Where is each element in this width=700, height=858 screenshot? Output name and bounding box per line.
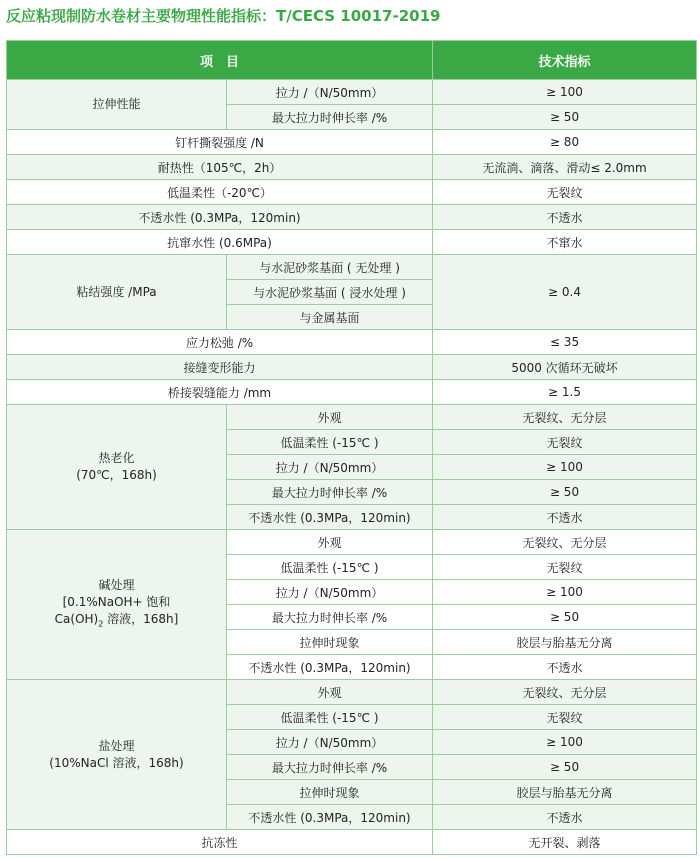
group-label-line: [0.1%NaOH+ 饱和 — [62, 594, 171, 609]
row-label: 抗冻性 — [7, 830, 433, 855]
sub-label: 最大拉力时伸长率 /% — [227, 105, 433, 130]
sub-label: 最大拉力时伸长率 /% — [227, 755, 433, 780]
group-label-line: 热老化 — [98, 451, 135, 465]
sub-label: 不透水性 (0.3MPa，120min) — [227, 655, 433, 680]
header-item: 项 目 — [7, 41, 433, 80]
spec-value: 无裂纹、无分层 — [433, 405, 697, 430]
spec-value: ≥ 50 — [433, 480, 697, 505]
page-title: 反应粘现制防水卷材主要物理性能指标：T/CECS 10017-2019 — [6, 7, 441, 25]
sub-label: 低温柔性 (-15℃ ) — [227, 430, 433, 455]
formula-tail: 溶液，168h] — [103, 611, 179, 626]
sub-label: 外观 — [227, 680, 433, 705]
sub-label: 低温柔性 (-15℃ ) — [227, 555, 433, 580]
sub-label: 与水泥砂浆基面 ( 无处理 ) — [227, 255, 433, 280]
spec-value: 无裂纹、无分层 — [433, 680, 697, 705]
row-label-heat-aging — [7, 405, 227, 530]
spec-value: 5000 次循环无破坏 — [433, 355, 697, 380]
row-label-salt — [7, 680, 227, 830]
sub-label: 外观 — [227, 405, 433, 430]
spec-value: 无流淌、滴落、滑动≤ 2.0mm — [433, 155, 697, 180]
spec-value: 无裂纹 — [433, 430, 697, 455]
sub-label: 拉伸时现象 — [227, 630, 433, 655]
row-label: 抗窜水性 (0.6MPa) — [7, 230, 433, 255]
spec-value: 无裂纹 — [433, 705, 697, 730]
formula-subscript: 2 — [98, 619, 104, 629]
spec-value: ≥ 50 — [433, 755, 697, 780]
spec-value: ≥ 1.5 — [433, 380, 697, 405]
spec-value: ≥ 0.4 — [433, 255, 697, 330]
spec-value: 不窜水 — [433, 230, 697, 255]
row-label-alkali — [7, 530, 227, 680]
sub-label: 拉伸时现象 — [227, 780, 433, 805]
spec-value: 不透水 — [433, 205, 697, 230]
table-row — [7, 405, 697, 430]
table-row — [7, 205, 697, 230]
table-row — [7, 330, 697, 355]
sub-label: 低温柔性 (-15℃ ) — [227, 705, 433, 730]
group-label-line: 盐处理 — [98, 738, 135, 753]
formula-text: Ca(OH) — [54, 611, 99, 626]
spec-value: 胶层与胎基无分离 — [433, 780, 697, 805]
table-row — [7, 355, 697, 380]
sub-label: 拉力 /（N/50mm） — [227, 730, 433, 755]
table-header-row — [7, 41, 697, 80]
sub-label: 不透水性 (0.3MPa，120min) — [227, 805, 433, 830]
sub-label: 不透水性 (0.3MPa，120min) — [227, 505, 433, 530]
sub-label: 拉力 /（N/50mm） — [227, 455, 433, 480]
group-label-line: 碱处理 — [98, 577, 135, 592]
spec-value: 不透水 — [433, 505, 697, 530]
spec-value: ≥ 50 — [433, 105, 697, 130]
sub-label: 与水泥砂浆基面 ( 浸水处理 ) — [227, 280, 433, 305]
group-label-line: (10%NaCl 溶液，168h) — [49, 755, 184, 770]
row-label-tensile: 拉伸性能 — [7, 80, 227, 130]
spec-value: ≤ 35 — [433, 330, 697, 355]
sub-label: 拉力 /（N/50mm） — [227, 80, 433, 105]
spec-value: 无裂纹 — [433, 180, 697, 205]
row-label-bond: 粘结强度 /MPa — [7, 255, 227, 330]
spec-value: 无开裂、剥落 — [433, 830, 697, 855]
spec-value: 不透水 — [433, 655, 697, 680]
table-row — [7, 530, 697, 555]
spec-value: 无裂纹、无分层 — [433, 530, 697, 555]
row-label: 低温柔性（-20℃） — [7, 180, 433, 205]
table-row — [7, 80, 697, 105]
row-label: 耐热性（105℃，2h） — [7, 155, 433, 180]
sub-label: 外观 — [227, 530, 433, 555]
table-row — [7, 155, 697, 180]
spec-value: 胶层与胎基无分离 — [433, 630, 697, 655]
properties-table — [6, 40, 697, 855]
spec-value: ≥ 80 — [433, 130, 697, 155]
row-label: 桥接裂缝能力 /mm — [7, 380, 433, 405]
sub-label: 最大拉力时伸长率 /% — [227, 605, 433, 630]
spec-value: ≥ 100 — [433, 730, 697, 755]
header-spec: 技术指标 — [433, 41, 697, 80]
table-row — [7, 230, 697, 255]
row-label: 接缝变形能力 — [7, 355, 433, 380]
spec-value: 不透水 — [433, 805, 697, 830]
table-row — [7, 180, 697, 205]
spec-value: ≥ 100 — [433, 80, 697, 105]
group-label-line — [9, 611, 224, 632]
row-label: 应力松弛 /% — [7, 330, 433, 355]
spec-value: 无裂纹 — [433, 555, 697, 580]
spec-value: ≥ 100 — [433, 455, 697, 480]
spec-value: ≥ 50 — [433, 605, 697, 630]
spec-value: ≥ 100 — [433, 580, 697, 605]
table-row — [7, 255, 697, 280]
table-row — [7, 130, 697, 155]
row-label: 钉杆撕裂强度 /N — [7, 130, 433, 155]
sub-label: 拉力 /（N/50mm） — [227, 580, 433, 605]
group-label-line: (70℃，168h) — [76, 468, 157, 482]
table-row — [7, 380, 697, 405]
table-row — [7, 680, 697, 705]
sub-label: 最大拉力时伸长率 /% — [227, 480, 433, 505]
row-label: 不透水性 (0.3MPa，120min) — [7, 205, 433, 230]
table-row — [7, 830, 697, 855]
sub-label: 与金属基面 — [227, 305, 433, 330]
